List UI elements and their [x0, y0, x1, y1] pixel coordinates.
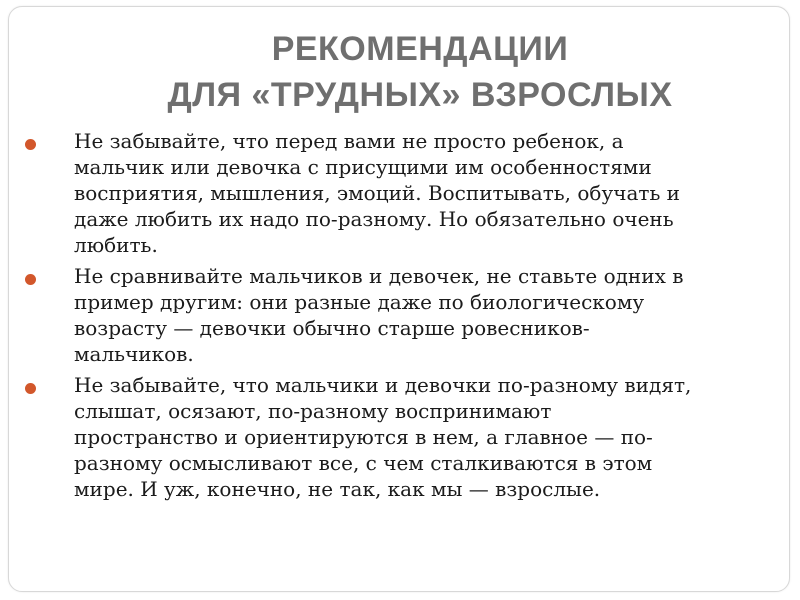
- bullet-dot-icon: [25, 383, 36, 394]
- bullet-1-line-4: даже любить их надо по-разному. Но обязательно очень: [74, 207, 674, 231]
- bullet-dot-icon: [25, 274, 36, 285]
- bullet-2-line-3: возрасту — девочки обычно старше ровесников-: [74, 316, 590, 340]
- bullet-3-line-2: слышат, осязают, по-разному воспринимают: [74, 399, 552, 423]
- bullet-2-line-4: мальчиков.: [74, 342, 194, 366]
- bullet-1-line-3: восприятия, мышления, эмоций. Воспитывать, обучать и: [74, 181, 681, 205]
- bullet-2-line-1: Не сравнивайте мальчиков и девочек, не ставьте одних в: [74, 264, 684, 288]
- title-text-1: РЕКОМЕНДАЦИИ: [271, 30, 569, 68]
- bullet-3-line-5: мире. И уж, конечно, не так, как мы — взрослые.: [74, 477, 601, 501]
- bullet-dot-icon: [25, 139, 36, 150]
- bullet-3-line-1: Не забывайте, что мальчики и девочки по-разному видят,: [74, 373, 692, 397]
- bullet-item-2: [74, 263, 764, 367]
- bullet-item-3: [74, 372, 764, 502]
- title-text-2: ДЛЯ «ТРУДНЫХ» ВЗРОСЛЫХ: [167, 76, 673, 114]
- bullet-1-line-1: Не забывайте, что перед вами не просто ребенок, а: [74, 129, 624, 153]
- bullet-3-line-3: пространство и ориентируются в нем, а главное — по-: [74, 425, 653, 449]
- bullet-2-line-2: пример другим: они разные даже по биологическому: [74, 290, 645, 314]
- bullet-3-line-4: разному осмысливают все, с чем сталкиваются в этом: [74, 451, 653, 475]
- bullet-1-line-2: мальчик или девочка с присущими им особенностями: [74, 155, 652, 179]
- bullet-1-line-5: любить.: [74, 233, 158, 257]
- bullet-item-1: [74, 128, 764, 258]
